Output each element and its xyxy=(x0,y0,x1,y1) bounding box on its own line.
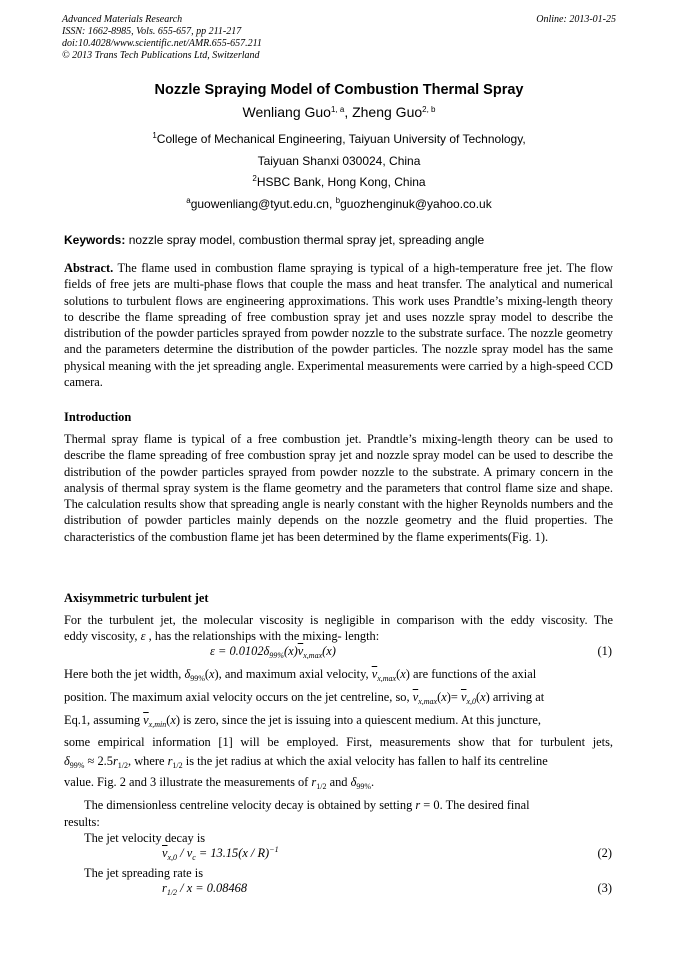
axisym-l3b: , and maximum axial velocity, xyxy=(218,667,369,681)
axisym-l3a: Here both the jet width, xyxy=(64,667,182,681)
equation-2: $\overline{v}_{x,0} / v_c = 13.15(x / R)^{-1}$ xyxy=(162,845,279,862)
axisym-l9b: . The desired final xyxy=(439,798,530,812)
paper-title: Nozzle Spraying Model of Combustion Thermal Spray xyxy=(154,82,524,98)
axisym-l4a: position. The maximum axial velocity occurs on the jet centreline, so, xyxy=(64,690,410,704)
equation-1-number: (1) xyxy=(597,644,612,658)
axisym-l4b: arriving at xyxy=(492,690,545,704)
author-1: Wenliang Guo xyxy=(242,104,331,120)
epsilon-symbol: ε xyxy=(140,629,146,643)
equation-1: $\varepsilon = 0.0102\delta_{99\%}(x)\overline{v}_{x,max}(x)$ xyxy=(210,644,336,660)
intro-text: Thermal spray flame is typical of a free combustion jet. Prandtle’s mixing-length theory can be used to describe the flame spreading of free combustion spray jet and nozzle spray model can be used to describe the distribution of the powder particles sprayed from powder nozzle to the substrate. A primary concern in the analysis of thermal spray system is the flame geometry and the parameters that control flame size and shape. The calculation results show that spreading angle is nearly constant with the higher Reynolds numbers and the distribution of powder particles mainly depends on the nozzle geometry and the fluid properties. The characteristics of the combustion flame jet has been determined by the flame experiments(Fig. 1). xyxy=(64,432,613,544)
axisym-line-8: value. Fig. 2 and 3 illustrate the measurements of $r_{1/2}$ and $\delta_{99\%}$. xyxy=(64,775,375,791)
axisym-line-6: some empirical information [1] will be employed. First, measurements show that for turbulent jets, xyxy=(64,735,613,749)
axisym-line-7: $\delta_{99\%} \approx 2.5r_{1/2}$, where $r_{1/2}$ is the jet radius at which the axial velocity has fallen to half its centreline xyxy=(64,754,548,770)
affiliation-2 xyxy=(0,175,678,189)
aff2-text: HSBC Bank, Hong Kong, China xyxy=(256,175,426,189)
intro-heading: Introduction xyxy=(64,410,132,424)
axisym-l7a: ≈ 2.5 xyxy=(87,754,113,768)
issn-line: ISSN: 1662-8985, Vols. 655-657, pp 211-217 xyxy=(62,26,242,37)
author-2: Zheng Guo xyxy=(352,104,423,120)
axisym-line-1: For the turbulent jet, the molecular viscosity is negligible in comparison with the eddy viscosity. The xyxy=(64,613,613,627)
copyright-line: © 2013 Trans Tech Publications Ltd, Switzerland xyxy=(62,50,260,61)
axisym-line-10: results: xyxy=(64,815,100,829)
abstract-text: The flame used in combustion flame spraying is typical of a high-temperature free jet. The flow fields of free jets are multi-phase flows that couple the mass and heat transfer. The analytical and numerical solutions to turbulent flows are engineering approximations. This work uses Prandtle’s mixing-length theory to describe the flame spreading of free combustion spray jet and uses nozzle spray model to describe the distribution of the powder particles sprayed from powder nozzle to the substrate surface. The nozzle geometry and the parameters determine the distribution of the powder particles. The nozzle spray model has the same physical meaning with the jet spreading angle. Experimental measurements were carried by a high-speed CCD camera. xyxy=(64,261,613,390)
email-b-sup: b xyxy=(335,196,341,205)
axisym-line-5: Eq.1, assuming $\overline{v}_{x,min}(x)$ is zero, since the jet is issuing into a quiescent medium. At this juncture, xyxy=(64,713,541,729)
aff1-sup: 1 xyxy=(152,131,157,140)
aff1-line2: Taiyuan Shanxi 030024, China xyxy=(257,154,421,168)
axisym-l5a: Eq.1, assuming xyxy=(64,713,141,727)
axisym-l8a: value. Fig. 2 and 3 illustrate the measurements of xyxy=(64,775,309,789)
keywords-text: nozzle spray model, combustion thermal spray jet, spreading angle xyxy=(125,233,485,247)
author-1-sup: 1, a xyxy=(330,105,345,114)
axisym-l8c: . xyxy=(371,775,375,789)
axisym-line-4: position. The maximum axial velocity occurs on the jet centreline, so, $\overline{v}_{x,max}(x)= \overline{v}_{x,0}(x)$ arriving at xyxy=(64,690,545,706)
axisym-l7b: , where xyxy=(128,754,165,768)
axisym-l9a: The dimensionless centreline velocity decay is obtained by setting xyxy=(84,798,413,812)
aff1-line1: College of Mechanical Engineering, Taiyuan University of Technology, xyxy=(156,132,526,146)
abstract-label: Abstract. xyxy=(64,261,114,275)
online-date: Online: 2013-01-25 xyxy=(536,14,616,25)
author-list xyxy=(0,104,678,120)
doi-line: doi:10.4028/www.scientific.net/AMR.655-657.211 xyxy=(62,38,262,49)
axisym-l8b: and xyxy=(329,775,348,789)
abstract xyxy=(64,260,613,390)
equation-2-number: (2) xyxy=(597,846,612,860)
axisym-l5b: is zero, since the jet is issuing into a quiescent medium. At this juncture, xyxy=(183,713,541,727)
equation-3: $r_{1/2} / x = 0.08468$ xyxy=(162,881,248,897)
equation-3-number: (3) xyxy=(597,881,612,895)
affiliation-1 xyxy=(0,132,678,146)
axisym-line-2 xyxy=(64,628,613,644)
email-a-sup: a xyxy=(186,196,191,205)
keywords xyxy=(64,233,484,247)
axisym-l7c: is the jet radius at which the axial velocity has fallen to half its centreline xyxy=(185,754,548,768)
email-line xyxy=(0,197,678,211)
axisym-l2a: eddy viscosity, xyxy=(64,629,141,643)
aff2-sup: 2 xyxy=(252,174,257,183)
email-a: guowenliang@tyut.edu.cn, xyxy=(190,197,336,211)
journal-name: Advanced Materials Research xyxy=(62,14,183,25)
keywords-label: Keywords: xyxy=(64,233,126,247)
axisym-heading: Axisymmetric turbulent jet xyxy=(64,591,209,605)
author-separator: , xyxy=(344,104,353,120)
axisym-line-3: Here both the jet width, $\delta_{99\%}(x)$, and maximum axial velocity, $\overline{v}_{x,max}(x)$ are functions of the axial xyxy=(64,667,537,683)
axisym-line-9: The dimensionless centreline velocity decay is obtained by setting r = 0. The desired final xyxy=(84,798,530,812)
axisym-l3c: are functions of the axial xyxy=(412,667,537,681)
axisym-l2b: , has the relationships with the mixing- length: xyxy=(145,629,380,643)
axisym-line-12: The jet spreading rate is xyxy=(84,866,204,880)
eq1-lhs: ε = 0.0102δ xyxy=(210,644,270,658)
author-2-sup: 2, b xyxy=(422,105,436,114)
email-b: guozhenginuk@yahoo.co.uk xyxy=(340,197,492,211)
axisym-line-11: The jet velocity decay is xyxy=(84,831,206,845)
